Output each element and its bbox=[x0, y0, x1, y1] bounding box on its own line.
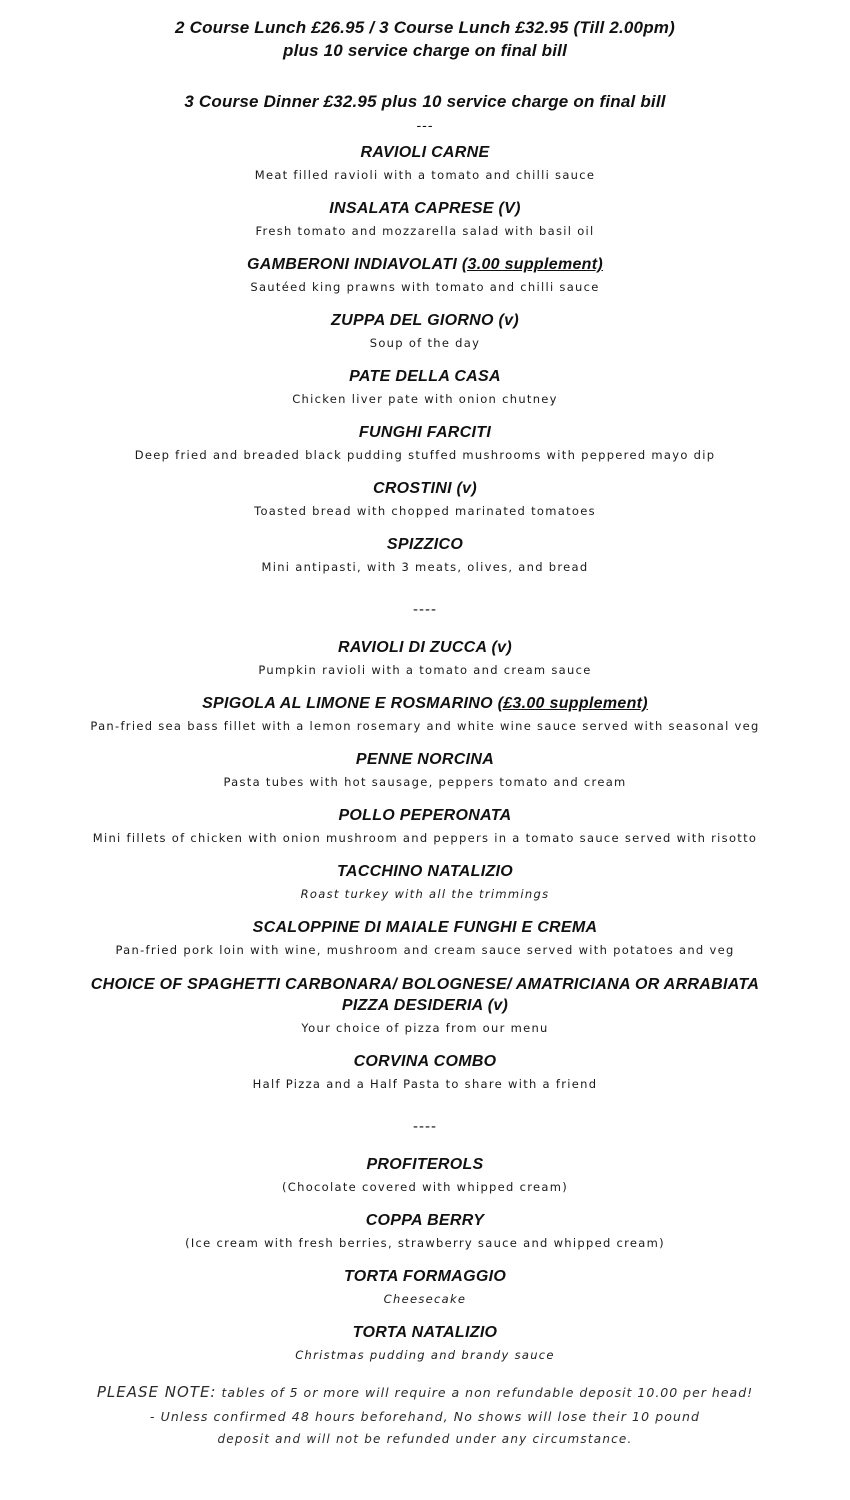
footer-note-line-2: - Unless confirmed 48 hours beforehand, No shows will lose their 10 pound bbox=[149, 1409, 701, 1424]
menu-item bbox=[14, 479, 836, 519]
menu-item-description: Christmas pudding and brandy sauce bbox=[295, 1348, 555, 1362]
menu-item bbox=[14, 255, 836, 295]
menu-item-name: TORTA FORMAGGIO bbox=[343, 1268, 507, 1285]
menu-item-name bbox=[14, 750, 836, 770]
menu-item-name bbox=[14, 255, 836, 275]
menu-item-title: ZUPPA DEL GIORNO (v) bbox=[331, 312, 519, 329]
menu-item bbox=[14, 143, 836, 183]
menu-item-name bbox=[14, 479, 836, 499]
menu-item-description: Soup of the day bbox=[369, 336, 481, 350]
menu-item-name bbox=[14, 638, 836, 658]
menu-item-title: PATE DELLA CASA bbox=[349, 368, 501, 385]
menu-item bbox=[14, 638, 836, 678]
header-lunch-line-1: 2 Course Lunch £26.95 / 3 Course Lunch £32.95 (Till 2.00pm) bbox=[175, 18, 675, 37]
menu-item-title: SCALOPPINE DI MAIALE FUNGHI E CREMA bbox=[252, 919, 598, 936]
menu-item-description: Deep fried and breaded black pudding stuffed mushrooms with peppered mayo dip bbox=[134, 448, 716, 462]
menu-item-title: CROSTINI (v) bbox=[372, 480, 478, 497]
menu-item-name bbox=[14, 862, 836, 882]
menu-item-description: Cheesecake bbox=[383, 1292, 467, 1306]
menu-item-supplement: (£3.00 supplement) bbox=[497, 695, 648, 712]
menu-item-title: INSALATA CAPRESE (V) bbox=[329, 200, 521, 217]
menu-item bbox=[14, 311, 836, 351]
menu-item bbox=[14, 423, 836, 463]
divider-lower: ---- bbox=[413, 1118, 437, 1135]
menu-item-name bbox=[14, 367, 836, 387]
menu-item-description: Your choice of pizza from our menu bbox=[301, 1021, 549, 1035]
mains-section bbox=[14, 638, 836, 1092]
menu-item-pasta-pizza bbox=[14, 974, 836, 1036]
menu-item-name-line-1: CHOICE OF SPAGHETTI CARBONARA/ BOLOGNESE/ AMATRICIANA OR ARRABIATA bbox=[90, 976, 760, 993]
header-lunch bbox=[14, 16, 836, 62]
menu-item bbox=[14, 535, 836, 575]
menu-item-description: Chicken liver pate with onion chutney bbox=[292, 392, 558, 406]
menu-item bbox=[14, 694, 836, 734]
menu-item-description: (Chocolate covered with whipped cream) bbox=[281, 1180, 568, 1194]
menu-item-title: POLLO PEPERONATA bbox=[338, 807, 512, 824]
menu-item-name-line-2: PIZZA DESIDERIA (v) bbox=[341, 997, 509, 1014]
header-dinner bbox=[14, 90, 836, 113]
menu-item-description: Pumpkin ravioli with a tomato and cream sauce bbox=[258, 663, 592, 677]
footer-note-line-1 bbox=[14, 1381, 836, 1404]
footer-note-text: tables of 5 or more will require a non refundable deposit 10.00 per head! bbox=[216, 1385, 754, 1400]
menu-item bbox=[14, 1323, 836, 1363]
menu-item-title: RAVIOLI DI ZUCCA (v) bbox=[338, 639, 512, 656]
desserts-section bbox=[14, 1155, 836, 1363]
menu-item bbox=[14, 199, 836, 239]
header-lunch-line-2: plus 10 service charge on final bill bbox=[282, 41, 568, 60]
footer-note-label: PLEASE NOTE: bbox=[96, 1383, 217, 1401]
menu-item-description: Fresh tomato and mozzarella salad with basil oil bbox=[255, 224, 595, 238]
menu-item-title: FUNGHI FARCITI bbox=[358, 424, 492, 441]
menu-item bbox=[14, 806, 836, 846]
menu-item-description: Pasta tubes with hot sausage, peppers tomato and cream bbox=[223, 775, 627, 789]
menu-item bbox=[14, 862, 836, 902]
menu-item-name bbox=[14, 918, 836, 938]
menu-item-title: GAMBERONI INDIAVOLATI bbox=[246, 256, 462, 273]
starters-section bbox=[14, 143, 836, 575]
menu-item-name: TORTA NATALIZIO bbox=[352, 1324, 498, 1341]
divider-mid: ---- bbox=[413, 601, 437, 618]
footer-note-line-3: deposit and will not be refunded under any circumstance. bbox=[217, 1432, 633, 1446]
menu-item-title: SPIZZICO bbox=[386, 536, 464, 553]
menu-item-description: Half Pizza and a Half Pasta to share with a friend bbox=[252, 1077, 598, 1091]
menu-item-description: Sautéed king prawns with tomato and chilli sauce bbox=[250, 280, 600, 294]
menu-item-name bbox=[14, 423, 836, 443]
menu-item-description: (Ice cream with fresh berries, strawberry sauce and whipped cream) bbox=[185, 1236, 665, 1250]
menu-item-description: Mini fillets of chicken with onion mushroom and peppers in a tomato sauce served with risotto bbox=[92, 831, 758, 845]
menu-item-name: COPPA BERRY bbox=[365, 1212, 485, 1229]
menu-item-title: TACCHINO NATALIZIO bbox=[336, 863, 514, 880]
menu-item-description: Mini antipasti, with 3 meats, olives, and bread bbox=[261, 560, 589, 574]
menu-item bbox=[14, 367, 836, 407]
menu-item bbox=[14, 1211, 836, 1251]
menu-item-combo bbox=[14, 1052, 836, 1092]
menu-item bbox=[14, 918, 836, 958]
menu-item-description: Pan-fried pork loin with wine, mushroom and cream sauce served with potatoes and veg bbox=[115, 943, 735, 957]
menu-item-supplement: (3.00 supplement) bbox=[461, 256, 604, 273]
menu-item-description: Pan-fried sea bass fillet with a lemon rosemary and white wine sauce served with seasonal veg bbox=[90, 719, 760, 733]
menu-item bbox=[14, 750, 836, 790]
divider-top: --- bbox=[416, 117, 434, 133]
footer-note bbox=[14, 1381, 836, 1450]
menu-item bbox=[14, 1267, 836, 1307]
menu-item-description: Toasted bread with chopped marinated tomatoes bbox=[254, 504, 596, 518]
menu-item-description: Roast turkey with all the trimmings bbox=[300, 887, 550, 901]
menu-item-description: Meat filled ravioli with a tomato and chilli sauce bbox=[254, 168, 596, 182]
header-dinner-line: 3 Course Dinner £32.95 plus 10 service charge on final bill bbox=[184, 92, 666, 111]
menu-item-title: PENNE NORCINA bbox=[355, 751, 495, 768]
menu-item-name bbox=[14, 694, 836, 714]
menu-item-title: SPIGOLA AL LIMONE E ROSMARINO bbox=[202, 695, 498, 712]
menu-item-name: PROFITEROLS bbox=[366, 1156, 484, 1173]
menu-item-name: CORVINA COMBO bbox=[353, 1053, 497, 1070]
menu-item-name bbox=[14, 535, 836, 555]
menu-item-name bbox=[14, 143, 836, 163]
menu-item bbox=[14, 1155, 836, 1195]
menu-item-name bbox=[14, 199, 836, 219]
menu-item-name bbox=[14, 806, 836, 826]
menu-item-name bbox=[14, 311, 836, 331]
menu-item-title: RAVIOLI CARNE bbox=[360, 144, 490, 161]
